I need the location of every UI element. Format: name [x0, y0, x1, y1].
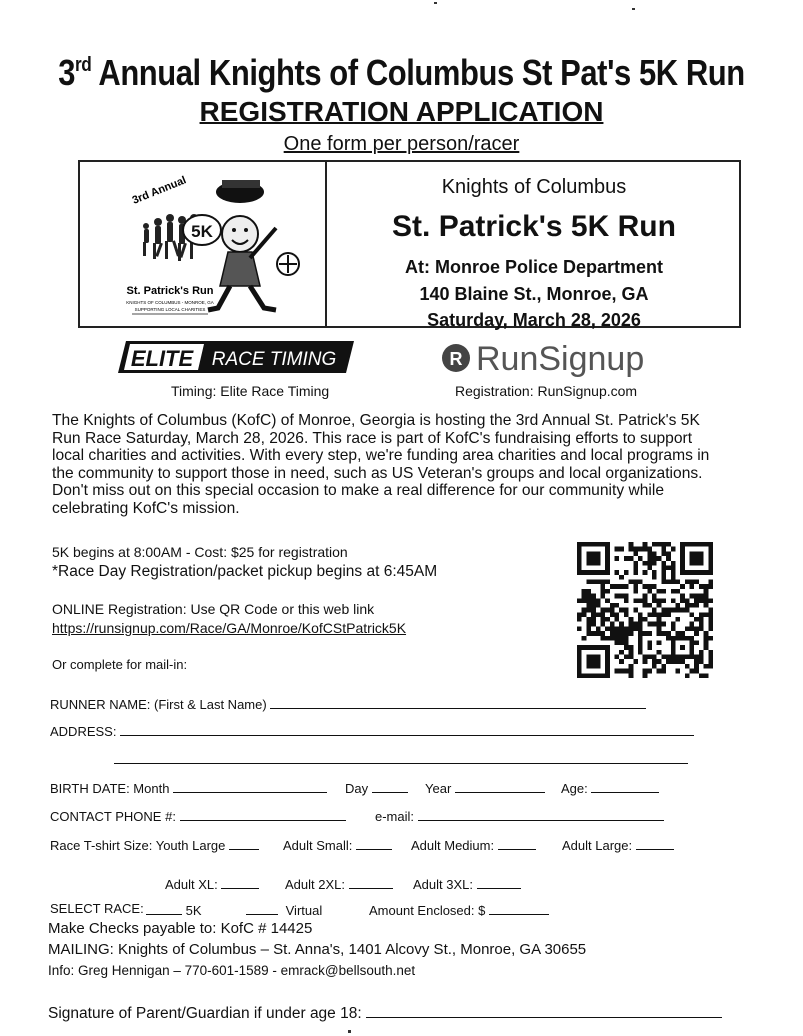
email-group: [375, 807, 664, 824]
logo-caption-sub1: KNIGHTS OF COLUMBUS - MONROE, GA: [126, 300, 214, 305]
birth-year-label: Year: [425, 781, 452, 796]
birth-month-field[interactable]: [173, 779, 327, 793]
logo-annual-text: 3rd Annual: [130, 174, 189, 207]
adult-3xl-group: [413, 875, 521, 892]
description-line-4: the community to support those in need, such as US Veteran's groups and local organizations.: [52, 464, 703, 482]
select-race-label: SELECT RACE:: [50, 901, 144, 916]
description-line-2: Run Race Saturday, March 28, 2026. This race is part of KofC's fundraising efforts to support: [52, 429, 693, 447]
tshirt-label: Race T-shirt Size: Youth Large: [50, 838, 226, 853]
address-field-1[interactable]: [120, 722, 694, 736]
description-line-5: Don't miss out on this special occasion to make a real difference for our community while: [52, 482, 664, 500]
mailing-address-line: MAILING: Knights of Columbus – St. Anna's, 1401 Alcovy St., Monroe, GA 30655: [48, 941, 587, 958]
tshirt-youth-large-group: [50, 836, 259, 853]
signature-row: [48, 1002, 722, 1023]
address-label: ADDRESS:: [50, 724, 117, 739]
birth-year-field[interactable]: [455, 779, 545, 793]
registration-caption: Registration: RunSignup.com: [455, 383, 638, 399]
runsignup-logo-word: RunSignup: [476, 340, 645, 378]
event-info-box: [78, 160, 741, 328]
runsignup-logo: [440, 337, 680, 379]
page-subtitle: REGISTRATION APPLICATION: [199, 96, 604, 127]
adult-2xl-label: Adult 2XL:: [285, 877, 345, 892]
amount-label: Amount Enclosed: $: [369, 903, 486, 918]
adult-xl-label: Adult XL:: [165, 877, 218, 892]
address-row: [50, 722, 694, 739]
birth-day-group: [345, 779, 408, 796]
description-line-6: celebrating KofC's mission.: [52, 499, 240, 517]
scan-speck: [348, 1030, 351, 1033]
checks-payable-line: Make Checks payable to: KofC # 14425: [48, 920, 313, 937]
race-virtual-label: Virtual: [285, 903, 323, 918]
runner-name-field[interactable]: [270, 695, 646, 709]
adult-small-group: [283, 836, 392, 853]
description-paragraph: [52, 412, 772, 518]
adult-xl-field[interactable]: [221, 875, 259, 889]
elite-race-timing-logo: [118, 339, 354, 375]
phone-label: CONTACT PHONE #:: [50, 809, 176, 824]
adult-small-field[interactable]: [356, 836, 392, 850]
amount-field[interactable]: [489, 901, 549, 915]
amount-group: [369, 901, 549, 918]
adult-3xl-label: Adult 3XL:: [413, 877, 473, 892]
race-virtual-field[interactable]: [246, 901, 278, 915]
age-field[interactable]: [591, 779, 659, 793]
adult-xl-group: [165, 875, 259, 892]
timing-caption: Timing: Elite Race Timing: [171, 383, 330, 399]
event-org: Knights of Columbus: [441, 176, 627, 198]
email-label: e-mail:: [375, 809, 415, 824]
logo-caption-sub2: SUPPORTING LOCAL CHARITIES: [134, 307, 206, 312]
adult-3xl-field[interactable]: [477, 875, 521, 889]
st-patricks-run-logo: [100, 168, 310, 326]
description-line-3: local charities and activities. With every step, we're funding area charities and local programs in: [52, 447, 710, 465]
address-field-2[interactable]: [114, 763, 688, 764]
svg-text:R: R: [449, 349, 463, 369]
birth-day-field[interactable]: [372, 779, 408, 793]
birth-date-row: [50, 779, 327, 796]
logo-5k-badge: 5K: [191, 222, 213, 241]
event-name: St. Patrick's 5K Run: [392, 210, 676, 243]
birth-month-label: BIRTH DATE: Month: [50, 781, 170, 796]
adult-small-label: Adult Small:: [283, 838, 353, 853]
elite-logo-word: ELITE: [130, 346, 194, 371]
race-5k-group: [146, 901, 202, 918]
adult-large-field[interactable]: [636, 836, 674, 850]
adult-2xl-group: [285, 875, 393, 892]
adult-large-label: Adult Large:: [562, 838, 633, 853]
race-5k-label: 5K: [185, 903, 202, 918]
birth-year-group: [425, 779, 545, 796]
scan-speck: [434, 2, 437, 4]
one-form-note: One form per person/racer: [283, 133, 520, 155]
event-address: 140 Blaine St., Monroe, GA: [419, 284, 649, 304]
adult-2xl-field[interactable]: [349, 875, 393, 889]
email-field[interactable]: [418, 807, 664, 821]
adult-medium-field[interactable]: [498, 836, 536, 850]
age-group: [561, 779, 659, 796]
page-title: 3rd Annual Knights of Columbus St Pat's 5K Run: [58, 52, 745, 93]
event-location: At: Monroe Police Department: [404, 257, 664, 277]
adult-medium-label: Adult Medium:: [411, 838, 495, 853]
adult-large-group: [562, 836, 674, 853]
adult-medium-group: [411, 836, 536, 853]
info-contact-line: Info: Greg Hennigan – 770-601-1589 - emrack@bellsouth.net: [48, 963, 416, 978]
race-5k-field[interactable]: [146, 901, 182, 915]
description-line-1: The Knights of Columbus (KofC) of Monroe, Georgia is hosting the 3rd Annual St. Patrick's 5K: [52, 412, 700, 429]
age-label: Age:: [561, 781, 588, 796]
race-timing-logo-word: RACE TIMING: [211, 349, 337, 370]
event-date: Saturday, March 28, 2026: [427, 310, 641, 330]
phone-field[interactable]: [180, 807, 346, 821]
scan-speck: [632, 8, 635, 10]
birth-day-label: Day: [345, 781, 369, 796]
signature-field[interactable]: [366, 1002, 722, 1018]
registration-qr-code[interactable]: [576, 542, 714, 678]
youth-large-field[interactable]: [229, 836, 259, 850]
runner-name-row: [50, 695, 646, 712]
race-virtual-group: [246, 901, 322, 918]
online-registration-label: ONLINE Registration: Use QR Code or this web link: [52, 601, 375, 617]
start-cost-line: 5K begins at 8:00AM - Cost: $25 for registration: [52, 544, 348, 560]
race-day-line: *Race Day Registration/packet pickup begins at 6:45AM: [52, 563, 438, 580]
signature-label: Signature of Parent/Guardian if under age 18:: [48, 1005, 362, 1022]
logo-caption-title: St. Patrick's Run: [126, 285, 214, 297]
mail-in-label: Or complete for mail-in:: [52, 657, 188, 672]
phone-row: [50, 807, 346, 824]
runner-name-label: RUNNER NAME: (First & Last Name): [50, 697, 267, 712]
online-registration-link[interactable]: https://runsignup.com/Race/GA/Monroe/KofCStPatrick5K: [52, 620, 407, 636]
